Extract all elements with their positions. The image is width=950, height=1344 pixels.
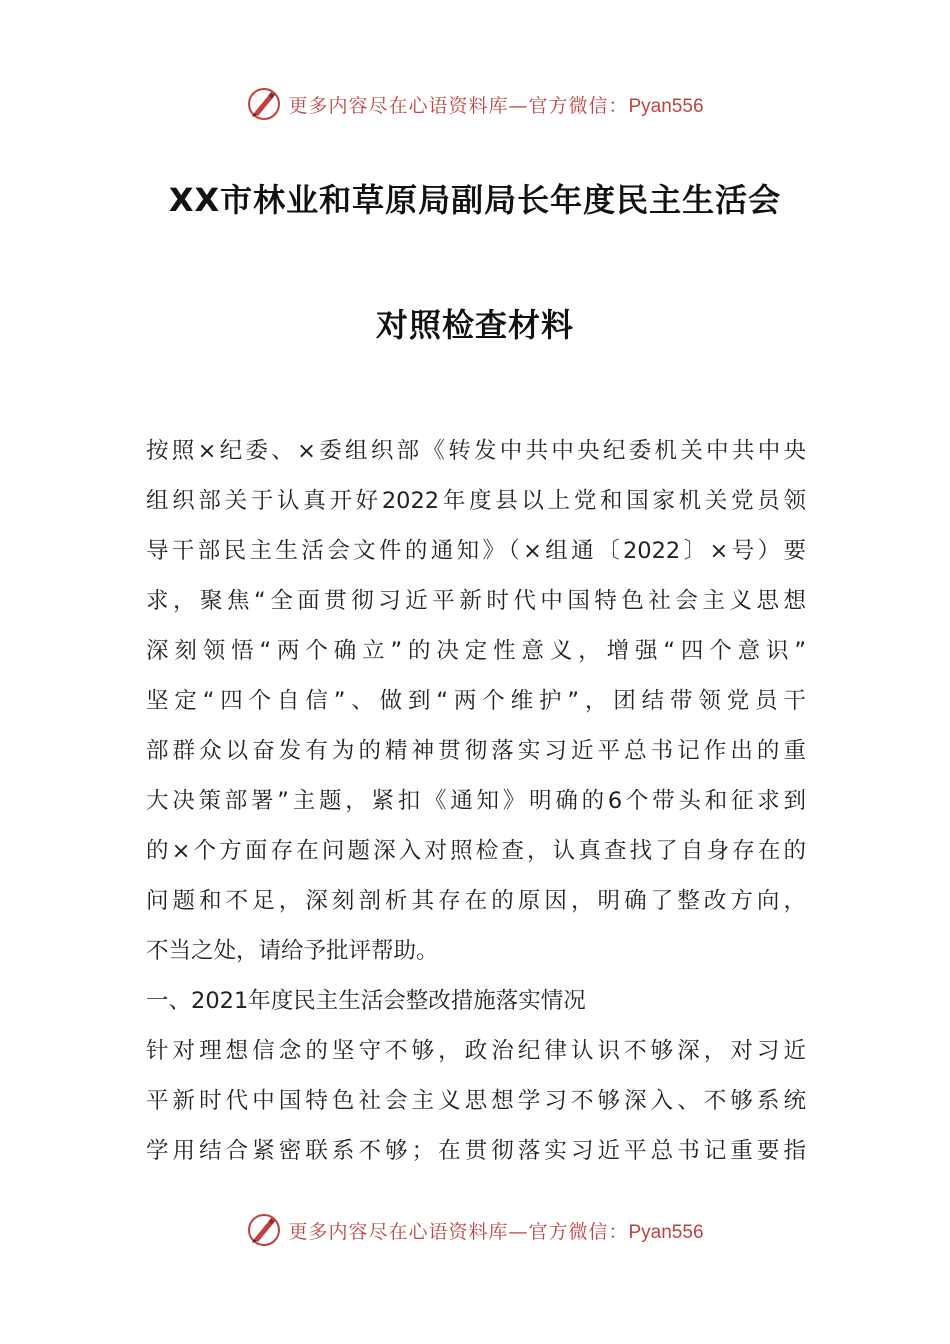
watermark-footer (0, 1210, 950, 1250)
body-line: 组织部关于认真开好2022年度县以上党和国家机关党员领 (146, 488, 806, 514)
body-line: 的×个方面存在问题深入对照检查，认真查找了自身存在的 (146, 838, 806, 864)
body-line: 学用结合紧密联系不够；在贯彻落实习近平总书记重要指 (146, 1138, 806, 1164)
body-line: 按照×纪委、×委组织部《转发中共中央纪委机关中共中央 (146, 438, 806, 464)
watermark-text: 更多内容尽在心语资料库—官方微信：Pyan556 (288, 94, 704, 117)
document-body (146, 426, 806, 1176)
body-line: 不当之处，请给予批评帮助。 (146, 938, 439, 964)
pen-circle-logo-icon (246, 1212, 282, 1248)
watermark-account: Pyan556 (628, 1221, 704, 1243)
body-line: 问题和不足，深刻剖析其存在的原因，明确了整改方向， (146, 888, 806, 914)
body-line: 平新时代中国特色社会主义思想学习不够深入、不够系统 (146, 1088, 806, 1114)
pen-circle-logo-icon (246, 86, 282, 122)
watermark-header (0, 84, 950, 124)
body-line: 求，聚焦“全面贯彻习近平新时代中国特色社会主义思想 (146, 588, 806, 614)
watermark-account: Pyan556 (628, 95, 704, 117)
body-line: 部群众以奋发有为的精神贯彻落实习近平总书记作出的重 (146, 738, 806, 764)
document-title-line1: XX市林业和草原局副局长年度民主生活会 (168, 181, 782, 219)
body-line: 深刻领悟“两个确立”的决定性意义，增强“四个意识” (146, 638, 806, 664)
body-line: 坚定“四个自信”、做到“两个维护”，团结带领党员干 (146, 688, 806, 714)
section-heading: 一、2021年度民主生活会整改措施落实情况 (146, 988, 586, 1014)
document-title-line2: 对照检查材料 (375, 306, 574, 344)
body-line: 导干部民主生活会文件的通知》（×组通〔2022〕×号）要 (146, 538, 806, 564)
body-line: 大决策部署”主题，紧扣《通知》明确的6个带头和征求到 (146, 788, 806, 814)
body-line: 针对理想信念的坚守不够，政治纪律认识不够深，对习近 (146, 1038, 806, 1064)
watermark-text: 更多内容尽在心语资料库—官方微信：Pyan556 (288, 1220, 704, 1243)
